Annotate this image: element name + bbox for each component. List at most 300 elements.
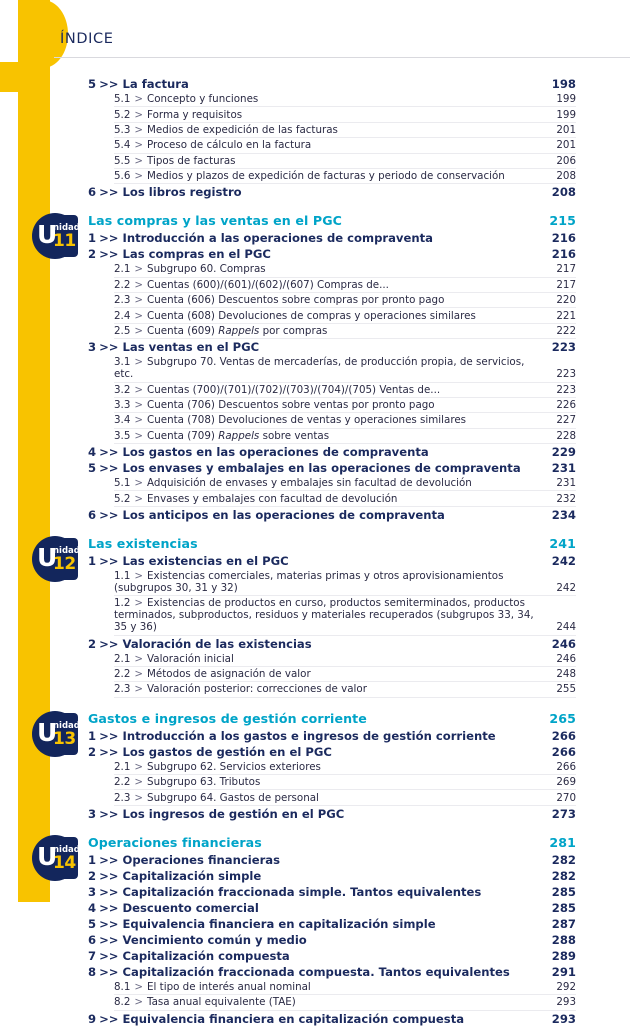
toc-entry-label: [114, 414, 542, 426]
toc-entry-text: Los anticipos en las operaciones de compraventa: [122, 507, 445, 522]
toc-entry-number: 5: [88, 461, 97, 475]
toc-entry-text: Capitalización compuesta: [122, 948, 290, 963]
toc-page-number: 242: [551, 553, 576, 568]
toc-row-group: [88, 213, 576, 523]
toc-entry-text: Valoración inicial: [147, 652, 234, 665]
toc-page-number: 198: [551, 77, 576, 91]
toc-entry-text: Subgrupo 63. Tributos: [147, 776, 261, 789]
toc-entry-separator: >: [134, 776, 144, 789]
toc-entry-label: [114, 155, 542, 167]
toc-entry-number: 5.6: [114, 170, 131, 183]
toc-entry-number: 5.5: [114, 154, 131, 167]
toc-subsection-row[interactable]: [114, 667, 576, 682]
toc-entry-text: Adquisición de envases y embalajes sin facultad de devolución: [147, 477, 472, 490]
toc-subsection-row[interactable]: [114, 383, 576, 398]
toc-entry-label: [88, 729, 542, 743]
toc-row-group: [88, 536, 576, 698]
toc-subsection-row[interactable]: [114, 355, 576, 382]
toc-entry-number: 2: [88, 636, 97, 651]
toc-entry-text: Las ventas en el PGC: [122, 340, 260, 355]
toc-entry-label: [88, 445, 542, 459]
toc-entry-text: Métodos de asignación de valor: [147, 668, 311, 681]
toc-entry-text: Introducción a las operaciones de compraventa: [122, 231, 433, 246]
toc-subsection-row[interactable]: [114, 262, 576, 277]
page-header: [54, 24, 630, 58]
toc-entry-text: Concepto y funciones: [147, 93, 259, 106]
toc-entry-text: Subgrupo 62. Servicios exteriores: [147, 760, 321, 773]
toc-section-row[interactable]: [88, 1011, 576, 1027]
toc-entry-number: 2.5: [114, 324, 131, 337]
toc-page-number: 246: [556, 652, 576, 665]
toc-page-number: 221: [556, 309, 576, 322]
toc-page-number: 217: [556, 263, 576, 276]
toc-entry-number: 8: [88, 964, 97, 979]
toc-row-group: [88, 76, 576, 200]
toc-entry-text: Subgrupo 64. Gastos de personal: [147, 791, 319, 804]
toc-entry-text: Introducción a los gastos e ingresos de gestión corriente: [122, 728, 496, 743]
toc-page-number: 270: [556, 791, 576, 804]
toc-entry-label: [88, 917, 542, 931]
unit-badge-u: U: [37, 220, 58, 250]
toc-page-number: 287: [551, 916, 576, 931]
toc-entry-label: [114, 310, 542, 322]
toc-entry-separator: >: [134, 123, 144, 136]
toc-section-row[interactable]: [88, 246, 576, 262]
unit-title-row[interactable]: [88, 536, 576, 553]
toc-entry-text: Los gastos de gestión en el PGC: [122, 744, 332, 759]
toc-section-row[interactable]: [88, 76, 576, 92]
toc-entry-separator: >: [134, 324, 144, 337]
toc-entry-separator: >>: [99, 553, 119, 568]
toc-subsection-row[interactable]: [114, 324, 576, 339]
toc-subsection-row[interactable]: [114, 429, 576, 444]
unit-badge-icon: [32, 213, 78, 259]
toc-entry-text: Cuenta (709) Rappels sobre ventas: [147, 429, 330, 442]
toc-subsection-row[interactable]: [114, 278, 576, 293]
toc-subsection-row[interactable]: [114, 652, 576, 667]
toc-entry-number: 5.4: [114, 139, 131, 152]
toc-entry-number: 9: [88, 1011, 97, 1026]
toc-entry-number: 3.4: [114, 414, 131, 427]
toc-entry-label: [114, 399, 542, 411]
toc-entry-label: [88, 933, 542, 947]
toc-entry-text: Los envases y embalajes en las operaciones de compraventa: [122, 461, 521, 475]
toc-entry-number: 3.1: [114, 356, 131, 369]
toc-entry-italic-term: Rappels: [218, 429, 260, 442]
toc-page-number: 201: [556, 123, 576, 136]
toc-entry-number: 2: [88, 247, 97, 262]
toc-entry-label: [88, 508, 542, 522]
toc-entry-label: [114, 93, 542, 105]
toc-entry-text: Las existencias en el PGC: [122, 553, 289, 568]
toc-entry-text: Vencimiento común y medio: [122, 932, 307, 947]
toc-entry-label: [114, 124, 542, 136]
toc-page-number: 281: [549, 834, 576, 850]
toc-page-number: 292: [556, 980, 576, 993]
toc-entry-label: [88, 340, 542, 354]
toc-page-number: 241: [549, 535, 576, 551]
unit-block: [0, 835, 640, 1027]
toc-entry-separator: >>: [99, 507, 119, 522]
toc-subsection-row[interactable]: [114, 760, 576, 775]
toc-entry-label: Operaciones financieras: [88, 834, 262, 850]
toc-entry-separator: >>: [99, 77, 119, 91]
toc-subsection-row[interactable]: [114, 775, 576, 790]
toc-section-row[interactable]: [88, 948, 576, 964]
toc-entry-separator: >>: [99, 806, 119, 821]
toc-entry-text: Cuenta (606) Descuentos sobre compras por pronto pago: [147, 294, 445, 307]
toc-entry-number: 2.4: [114, 309, 131, 322]
continuation-block: [0, 76, 640, 200]
toc-entry-label: Las existencias: [88, 535, 198, 551]
toc-entry-separator: >: [134, 791, 144, 804]
toc-entry-label: [88, 554, 542, 568]
toc-entry-separator: >: [134, 108, 144, 121]
toc-entry-label: [88, 77, 542, 91]
toc-entry-number: 2.1: [114, 760, 131, 773]
toc-entry-separator: >>: [99, 636, 119, 651]
toc-entry-separator: >>: [99, 948, 119, 963]
toc-page-number: 266: [551, 744, 576, 759]
unit-block: [0, 213, 640, 523]
toc-entry-label: [114, 170, 542, 182]
toc-entry-label: [88, 965, 542, 979]
toc-entry-label: [114, 477, 542, 489]
toc-entry-text: Capitalización simple: [122, 868, 262, 883]
toc-page-number: 282: [551, 868, 576, 883]
toc-section-row[interactable]: [88, 744, 576, 760]
toc-section-row[interactable]: [88, 553, 576, 569]
toc-entry-label: [114, 792, 542, 804]
toc-entry-separator: >: [134, 154, 144, 167]
toc-row-group: [88, 711, 576, 822]
toc-entry-separator: >: [134, 492, 144, 505]
toc-entry-label: [114, 356, 542, 380]
toc-entry-number: 1: [88, 728, 97, 743]
toc-entry-separator: >: [134, 139, 144, 152]
toc-page-number: 285: [551, 884, 576, 899]
toc-section-row[interactable]: [88, 444, 576, 460]
toc-page-number: 265: [549, 710, 576, 726]
toc-subsection-row[interactable]: [114, 293, 576, 308]
toc-entry-number: 2.1: [114, 263, 131, 276]
toc-entry-label: [114, 668, 542, 680]
toc-entry-label: [88, 247, 542, 261]
toc-entry-label: [114, 263, 542, 275]
toc-section-row[interactable]: [88, 868, 576, 884]
unit-badge-number: 13: [53, 728, 76, 749]
toc-entry-label: [114, 430, 542, 442]
toc-subsection-row[interactable]: [114, 491, 576, 506]
toc-entry-number: 1: [88, 852, 97, 867]
toc-page-number: 293: [556, 996, 576, 1009]
toc-page-number: 269: [556, 776, 576, 789]
toc-entry-text: Medios y plazos de expedición de facturas y periodo de conservación: [147, 170, 505, 183]
toc-entry-separator: >: [134, 278, 144, 291]
toc-entry-text: Tipos de facturas: [147, 154, 236, 167]
unit-badge-u: U: [37, 841, 58, 871]
toc-entry-number: 5: [88, 77, 97, 91]
toc-entry-label: [88, 745, 542, 759]
toc-page-number: 228: [556, 429, 576, 442]
toc-entry-separator: >: [134, 294, 144, 307]
toc-entry-text: Equivalencia financiera en capitalización compuesta: [122, 1011, 465, 1026]
toc-entry-label: [114, 139, 542, 151]
toc-subsection-row[interactable]: [114, 596, 576, 635]
toc-entry-label: [114, 570, 542, 594]
toc-entry-label: [88, 637, 542, 651]
toc-entry-number: 2.3: [114, 683, 131, 696]
toc-section-row[interactable]: [88, 460, 576, 476]
toc-section-row[interactable]: [88, 507, 576, 523]
page-title: ÍNDICE: [60, 31, 114, 47]
unit-title-row[interactable]: [88, 835, 576, 852]
toc-entry-separator: >: [134, 683, 144, 696]
toc-entry-number: 2.2: [114, 668, 131, 681]
toc-page-number: 291: [551, 964, 576, 979]
toc-entry-separator: >>: [99, 340, 119, 355]
toc-section-row[interactable]: [88, 884, 576, 900]
toc-entry-text: Capitalización fraccionada simple. Tantos equivalentes: [122, 884, 482, 899]
toc-subsection-row[interactable]: [114, 308, 576, 323]
toc-page-number: 289: [551, 948, 576, 963]
toc-entry-separator: >>: [99, 728, 119, 743]
toc-entry-separator: >>: [99, 868, 119, 883]
toc-page-number: 226: [556, 399, 576, 412]
toc-entry-number: 8.1: [114, 980, 131, 993]
toc-entry-separator: >: [134, 383, 144, 396]
unit-title-row[interactable]: [88, 213, 576, 230]
toc-subsection-row[interactable]: [114, 413, 576, 428]
toc-entry-label: [88, 869, 542, 883]
toc-entry-separator: >>: [99, 231, 119, 246]
toc-subsection-row[interactable]: [114, 790, 576, 805]
toc-entry-separator: >: [134, 569, 144, 582]
toc-subsection-row[interactable]: [114, 980, 576, 995]
toc-page-number: 244: [556, 621, 576, 634]
toc-section-row[interactable]: [88, 728, 576, 744]
toc-entry-separator: >>: [99, 445, 119, 459]
toc-entry-text: Los libros registro: [122, 185, 242, 200]
toc-subsection-row[interactable]: [114, 476, 576, 491]
toc-entry-text: Los ingresos de gestión en el PGC: [122, 806, 345, 821]
toc-section-row[interactable]: [88, 916, 576, 932]
unit-badge-number: 12: [53, 553, 76, 574]
toc-entry-number: 5.3: [114, 123, 131, 136]
unit-badge-icon: [32, 536, 78, 582]
toc-row-group: [88, 835, 576, 1027]
unit-badge-word: nidad: [53, 720, 80, 731]
toc-entry-number: 3: [88, 806, 97, 821]
toc-entry-text: Cuentas (700)/(701)/(702)/(703)/(704)/(705) Ventas de...: [147, 383, 441, 396]
unit-badge-u: U: [37, 542, 58, 572]
toc-subsection-row[interactable]: [114, 107, 576, 122]
toc-entry-number: 1: [88, 553, 97, 568]
toc-page-number: 273: [551, 806, 576, 821]
toc-subsection-row[interactable]: [114, 138, 576, 153]
toc-entry-label: [114, 761, 542, 773]
unit-badge-word: nidad: [53, 545, 80, 556]
toc-subsection-row[interactable]: [114, 398, 576, 413]
toc-entry-text: Subgrupo 70. Ventas de mercaderías, de producción propia, de servicios, etc.: [114, 356, 525, 381]
toc-entry-label: [88, 853, 542, 867]
toc-entry-separator: >: [134, 980, 144, 993]
toc-entry-separator: >: [134, 399, 144, 412]
toc-entry-number: 1: [88, 231, 97, 246]
toc-section-row[interactable]: [88, 230, 576, 246]
toc-entry-separator: >: [134, 309, 144, 322]
toc-entry-number: 5.2: [114, 492, 131, 505]
toc-subsection-row[interactable]: [114, 92, 576, 107]
toc-entry-separator: >>: [99, 461, 119, 475]
toc-entry-separator: >: [134, 668, 144, 681]
toc-subsection-row[interactable]: [114, 123, 576, 138]
toc-entry-label: [88, 1012, 542, 1026]
toc-entry-label: [88, 185, 542, 199]
unit-title-row[interactable]: [88, 711, 576, 728]
unit-badge-word: nidad: [53, 223, 80, 234]
toc-page-number: 227: [556, 414, 576, 427]
toc-entry-text: Tasa anual equivalente (TAE): [147, 996, 296, 1009]
unit-badge-number: 14: [53, 852, 76, 873]
toc-entry-separator: >>: [99, 185, 119, 200]
toc-section-row[interactable]: [88, 339, 576, 355]
toc-entry-text: Cuentas (600)/(601)/(602)/(607) Compras de...: [147, 278, 389, 291]
toc-page-number: 216: [551, 231, 576, 246]
toc-page-number: 223: [551, 340, 576, 355]
toc-subsection-row[interactable]: [114, 995, 576, 1010]
toc-entry-separator: >: [134, 477, 144, 490]
toc-page-number: 266: [551, 728, 576, 743]
toc-entry-label: [88, 949, 542, 963]
toc-entry-number: 3: [88, 884, 97, 899]
toc-entry-text: Equivalencia financiera en capitalización simple: [122, 916, 436, 931]
toc-entry-number: 2: [88, 744, 97, 759]
toc-entry-separator: >>: [99, 964, 119, 979]
toc-subsection-row[interactable]: [114, 569, 576, 596]
toc-page-number: 220: [556, 294, 576, 307]
unit-badge-number: 11: [53, 231, 76, 252]
toc-subsection-row[interactable]: [114, 682, 576, 697]
toc-entry-number: 8.2: [114, 996, 131, 1009]
toc-entry-label: [114, 294, 542, 306]
toc-page-number: 223: [556, 383, 576, 396]
toc-page-number: 242: [556, 581, 576, 594]
toc-entry-text: Envases y embalajes con facultad de devolución: [147, 492, 398, 505]
toc-entry-number: 6: [88, 932, 97, 947]
toc-page-number: 231: [556, 477, 576, 490]
toc-entry-number: 5.1: [114, 477, 131, 490]
toc-entry-label: [114, 109, 542, 121]
toc-content: [0, 76, 640, 1027]
toc-entry-number: 4: [88, 445, 97, 459]
toc-section-row[interactable]: [88, 184, 576, 200]
toc-page-number: 246: [551, 636, 576, 651]
toc-page-number: 293: [551, 1011, 576, 1026]
toc-entry-text: La factura: [122, 77, 189, 91]
toc-entry-number: 2.2: [114, 278, 131, 291]
toc-entry-label: Las compras y las ventas en el PGC: [88, 213, 342, 229]
toc-entry-number: 1.2: [114, 597, 131, 610]
toc-entry-italic-term: Rappels: [218, 324, 260, 337]
toc-entry-separator: >: [134, 93, 144, 106]
toc-entry-separator: >>: [99, 932, 119, 947]
toc-section-row[interactable]: [88, 852, 576, 868]
toc-entry-number: 2.3: [114, 294, 131, 307]
toc-entry-text: Operaciones financieras: [122, 852, 281, 867]
toc-page-number: 255: [556, 683, 576, 696]
toc-entry-separator: >: [134, 652, 144, 665]
toc-entry-label: [88, 231, 542, 245]
toc-page-number: 201: [556, 139, 576, 152]
toc-entry-text: Cuenta (706) Descuentos sobre ventas por pronto pago: [147, 399, 435, 412]
toc-entry-text: Las compras en el PGC: [122, 247, 271, 262]
toc-page-number: 208: [556, 170, 576, 183]
toc-entry-separator: >>: [99, 884, 119, 899]
toc-page-number: 234: [551, 507, 576, 522]
toc-entry-label: [88, 885, 542, 899]
toc-section-row[interactable]: [88, 636, 576, 652]
toc-entry-text: Cuenta (608) Devoluciones de compras y operaciones similares: [147, 309, 476, 322]
toc-entry-separator: >>: [99, 852, 119, 867]
toc-entry-separator: >>: [99, 1011, 119, 1026]
toc-subsection-row[interactable]: [114, 154, 576, 169]
toc-entry-separator: >>: [99, 916, 119, 931]
toc-entry-text: Medios de expedición de las facturas: [147, 123, 338, 136]
unit-block: [0, 711, 640, 822]
unit-badge-u: U: [37, 717, 58, 747]
toc-section-row[interactable]: [88, 964, 576, 980]
toc-entry-label: [114, 653, 542, 665]
toc-entry-separator: >: [134, 760, 144, 773]
toc-subsection-row[interactable]: [114, 169, 576, 184]
toc-page-number: 288: [551, 932, 576, 947]
toc-entry-number: 3.3: [114, 399, 131, 412]
toc-entry-label: [88, 807, 542, 821]
toc-entry-number: 3: [88, 340, 97, 355]
toc-section-row[interactable]: [88, 900, 576, 916]
toc-entry-number: 3.5: [114, 429, 131, 442]
toc-entry-label: [114, 493, 542, 505]
toc-entry-label: [114, 279, 542, 291]
toc-section-row[interactable]: [88, 806, 576, 822]
toc-entry-separator: >>: [99, 247, 119, 262]
toc-page-number: 199: [556, 108, 576, 121]
toc-entry-text: Forma y requisitos: [147, 108, 243, 121]
toc-page-number: 215: [549, 213, 576, 229]
toc-entry-text: Cuenta (609) Rappels por compras: [147, 324, 328, 337]
toc-page-number: 216: [551, 247, 576, 262]
toc-entry-label: [114, 981, 542, 993]
toc-entry-label: [114, 384, 542, 396]
toc-page-number: 206: [556, 154, 576, 167]
toc-page-number: 285: [551, 900, 576, 915]
toc-entry-separator: >>: [99, 900, 119, 915]
toc-entry-label: [114, 597, 542, 633]
toc-entry-text: Valoración de las existencias: [122, 636, 312, 651]
toc-entry-text: Cuenta (708) Devoluciones de ventas y operaciones similares: [147, 414, 467, 427]
toc-entry-number: 2.2: [114, 776, 131, 789]
unit-badge-icon: [32, 711, 78, 757]
toc-entry-separator: >: [134, 597, 144, 610]
toc-section-row[interactable]: [88, 932, 576, 948]
toc-page-number: 199: [556, 93, 576, 106]
toc-entry-label: [88, 461, 542, 475]
toc-entry-separator: >: [134, 263, 144, 276]
toc-entry-label: [114, 683, 542, 695]
toc-page-number: 232: [556, 492, 576, 505]
toc-entry-number: 3.2: [114, 383, 131, 396]
